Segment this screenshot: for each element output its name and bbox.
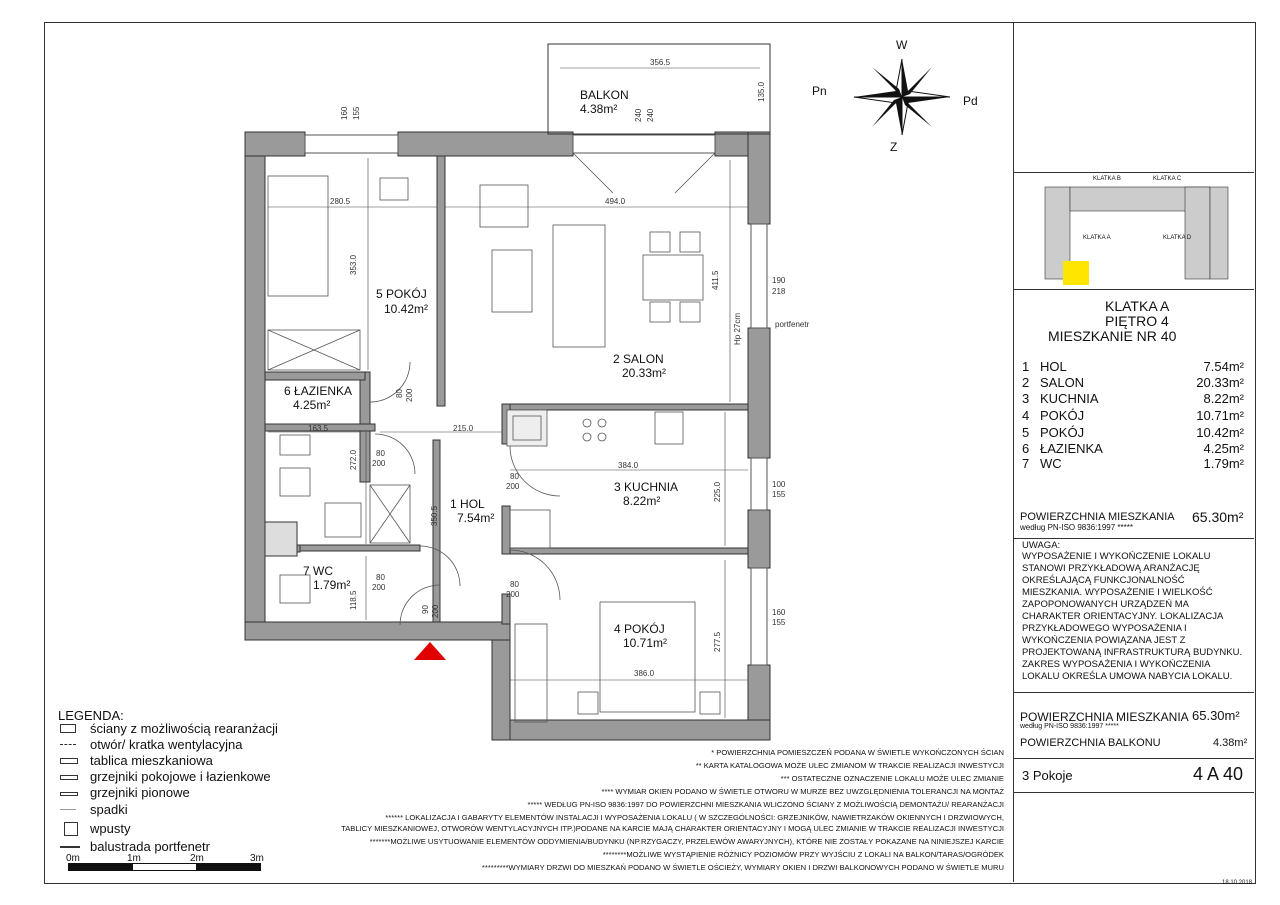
total-area2-value: 65.30m² [1192,708,1240,723]
room-list-row: 1 HOL 7.54m² [1022,359,1244,374]
room-list-row: 5 POKÓJ 10.42m² [1022,425,1244,440]
dim-room4-window-b: 155 [772,618,786,627]
dim-wc-depth: 118.5 [349,590,358,610]
dim-door-room4-a: 80 [510,580,519,589]
compass-west-label: Pn [812,84,827,98]
dim-door-bath-a: 80 [376,449,385,458]
dim-balcony-width: 356.5 [650,58,671,67]
footnote: TABLICY MIESZKANIOWEJ, OTWORÓW WENTYLACYJNYCH ITP.)PODANE NA KARCIE MAJĄ CHARAKTER ORIENTACYJNY I MOGĄ ULEC ZMIANIE W TRAKCIE REALIZACJI INWESTYCJI [341,824,1004,833]
dim-door-bath-b: 200 [372,459,386,468]
room-6-area: 4.25m² [293,398,331,412]
dim-kitchen-window-b: 155 [772,490,786,499]
dim-bath-width: 163.5 [308,424,329,433]
room-list-row: 2 SALON 20.33m² [1022,375,1244,390]
dim-door-wc-a: 80 [376,573,385,582]
room-2-label: 2 SALON [613,352,664,366]
legend-item: balustrada portfenetr [60,838,210,855]
total-area-value: 65.30m² [1192,509,1244,525]
room-list-row: 3 KUCHNIA 8.22m² [1022,391,1244,406]
notes-text: WYPOSAŻENIE I WYKOŃCZENIE LOKALU STANOWI PRZYKŁADOWĄ ARANŻACJĘ OKREŚLAJĄCĄ FUNKCJONALNOŚĆ MIESZKANIA. WYPOSAŻENIE I WIELKOŚĆ ZAPOPONOWANYCH URZĄDZEŃ MA CHARAKTER ORIENTACYJNY. LOKALIZACJA PRZYKŁADOWEGO WYPOSAŻENIA I WYKOŃCZENIA POWIĄZANA JEST Z PROJEKTOWANĄ INFRASTRUKTURĄ BUDYNKU. ZAKRES WYPOSAŻENIA I WYKOŃCZENIA LOKALU OKREŚLA UMOWA NABYCIA LOKALU. [1022,551,1243,682]
dim-balcony-height: 135.0 [757,81,766,102]
keyplan-label-c: KLATKA C [1153,176,1182,182]
dim-room4-window-a: 160 [772,608,786,617]
dim-room5-depth: 353.0 [349,254,358,275]
legend-item: ściany z możliwością rearanżacji [60,720,278,737]
room-1-label: 1 HOL [450,497,485,511]
hp-label: Hp 27cm [733,312,742,345]
scale-1: 1m [127,853,141,864]
room-5-area: 10.42m² [384,302,429,316]
room-2-area: 20.33m² [622,366,667,380]
footnote: *** OSTATECZNE OZNACZENIE LOKALU MOŻE ULEC ZMIANIE [780,774,1004,783]
compass-south-label: Z [890,140,898,154]
dim-room4-width: 386.0 [634,669,655,678]
scale-3: 3m [250,853,264,864]
balcony-area-label: POWIERZCHNIA BALKONU [1020,737,1161,749]
drain-icon [64,822,78,836]
footnote: * POWIERZCHNIA POMIESZCZEŃ PODANA W ŚWIETLE WYKOŃCZONYCH ŚCIAN [711,748,1004,757]
dim-room4-depth: 277.5 [713,631,722,652]
dim-salon-depth: 411.5 [711,270,720,290]
scale-2: 2m [190,853,204,864]
dim-door-room4-b: 200 [506,590,520,599]
key-plan-drawing [1013,173,1254,289]
keyplan-label-a: KLATKA A [1083,235,1111,241]
scale-0: 0m [66,853,80,864]
dim-hall-width: 215.0 [453,424,474,433]
dim-salon-window-b: 218 [772,287,786,296]
dim-salon-width: 494.0 [605,197,626,206]
balcony-area-value: 4.38m² [1213,737,1248,749]
dim-room5-width: 280.5 [330,197,351,206]
dim-door-wc-b: 200 [372,583,386,592]
dim-door-room5-b: 200 [405,388,414,402]
dim-bath-depth: 272.0 [349,449,358,470]
dim-door-kitchen-a: 80 [510,472,519,481]
legend-item: spadki [60,801,128,818]
legend-item: tablica mieszkaniowa [60,752,213,769]
dim-entrance-a: 90 [421,605,430,614]
room-list-row: 6 ŁAZIENKA 4.25m² [1022,441,1244,456]
sidebar-klatka: KLATKA A [1105,298,1170,314]
sidebar-pietro: PIĘTRO 4 [1105,313,1169,329]
date-label: 18.10.2018 [1222,880,1253,886]
dim-door-kitchen-b: 200 [506,482,520,491]
dim-balcony-door-b: 240 [646,108,655,122]
keyplan-label-d: KLATKA D [1163,235,1192,241]
notes-title: UWAGA: [1022,540,1061,551]
room-1-area: 7.54m² [457,511,495,525]
total-area-label: POWIERZCHNIA MIESZKANIA [1020,511,1175,523]
room-4-area: 10.71m² [623,636,668,650]
entrance-arrow-icon [414,642,446,662]
dim-hall-depth: 350.5 [430,505,439,526]
room-list-row: 7 WC 1.79m² [1022,456,1244,471]
dim-salon-window-a: 190 [772,276,786,285]
dim-kitchen-window-a: 100 [772,480,786,489]
footnote: ********MOŻLIWE WYSTĄPIENIE RÓŻNICY POZIOMÓW PRZY WYJŚCIU Z LOKALI NA BALKON/TARAS/OGRÓDEK [602,850,1004,859]
keyplan-label-b: KLATKA B [1093,176,1121,182]
total-area2-norm: według PN-ISO 9836:1997 ***** [1020,723,1119,730]
balcony-name: BALKON [580,88,629,102]
legend-title: LEGENDA: [58,708,124,723]
total-area2-label: POWIERZCHNIA MIESZKANIA [1020,710,1189,724]
room-list-row: 4 POKÓJ 10.71m² [1022,408,1244,423]
dim-balcony-door-a: 240 [634,108,643,122]
room-7-label: 7 WC [303,564,334,578]
room-5-label: 5 POKÓJ [376,287,427,301]
footnote: **** WYMIAR OKIEN PODANO W ŚWIETLE OTWORU W MURZE BEZ UWZGLĘDNIENIA TOLERANCJI NA MONTAŻ [601,787,1004,796]
compass-north-label: W [896,38,908,52]
total-area-norm: według PN-ISO 9836:1997 ***** [1020,523,1133,532]
footnote: ****** LOKALIZACJA I GABARYTY ELEMENTÓW INSTALACJI I WYPOSAŻENIA LOKALU ( W SZCZEGÓLNOŚCI: GRZEJNIKÓW, NAWIETRZAKÓW OKIENNYCH I DRZWIOWYCH, [385,813,1004,822]
apartment-code: 4 A 40 [1193,764,1244,784]
room-7-area: 1.79m² [313,578,351,592]
portfenetr-label: portfenetr [775,320,810,329]
compass-east-label: Pd [963,94,978,108]
dim-window-room5-b: 155 [352,106,361,120]
dim-entrance-b: 200 [431,604,440,618]
dim-door-room5-a: 80 [395,389,404,398]
key-plan [1013,172,1254,290]
room-6-label: 6 ŁAZIENKA [284,384,353,398]
room-3-area: 8.22m² [623,494,661,508]
footnote: ** KARTA KATALOGOWA MOŻE ULEC ZMIANOM W TRAKCIE REALIZACJI INWESTYCJI [695,761,1004,770]
footnote: *******MOŻLIWE USYTUOWANIE ELEMENTÓW ODDYMIENIA/BUDYNKU (NP.RZYGACZY, PRZELEWÓW AWARYJNYCH), KTÓRE NIE ZOSTAŁY POKAZANE NA NINIEJSZEJ KARCIE [369,837,1004,846]
legend-item: otwór/ kratka wentylacyjna [60,736,242,753]
legend-item: grzejniki pokojowe i łazienkowe [60,768,271,785]
legend-item: wpusty [60,820,130,837]
room-4-label: 4 POKÓJ [614,622,665,636]
room-3-label: 3 KUCHNIA [614,480,679,494]
dim-kitchen-width: 384.0 [618,461,639,470]
legend-item: grzejniki pionowe [60,784,190,801]
dim-window-room5-a: 160 [340,106,349,120]
footnote: ***** WEDŁUG PN-ISO 9836:1997 DO POWIERZCHNI MIESZKANIA WLICZONO ŚCIANY Z MOŻLIWOŚCIĄ DEMONTAŻU/ REARANŻACJI [527,800,1004,809]
footnote: *********WYMIARY DRZWI DO MIESZKAŃ PODANO W ŚWIETLE OŚCIEŻY, WYMIARY OKIEN I DRZWI BALKONOWYCH PODANO W ŚWIETLE MURU [481,863,1004,872]
dim-kitchen-depth: 225.0 [713,481,722,502]
scale-bar [68,863,261,871]
key-plan-highlight [1063,261,1089,285]
rooms-count: 3 Pokoje [1022,768,1073,783]
balcony-area: 4.38m² [580,102,618,116]
sidebar-mieszkanie: MIESZKANIE NR 40 [1048,328,1177,344]
